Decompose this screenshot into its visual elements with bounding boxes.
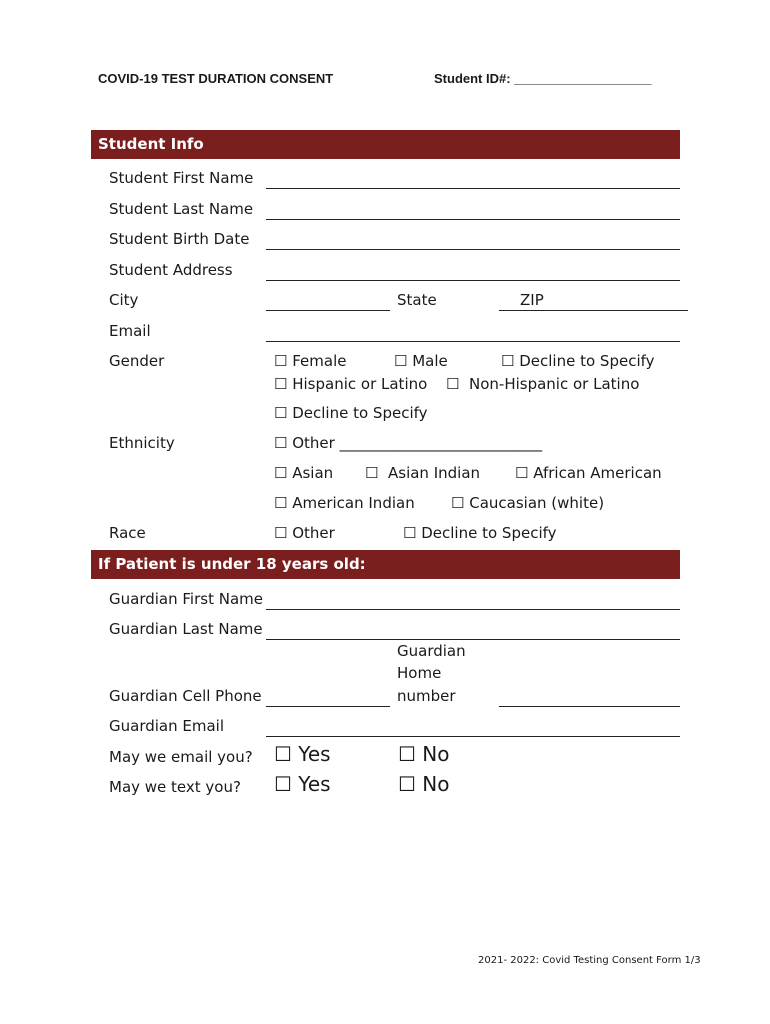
form-title: COVID-19 TEST DURATION CONSENT [98, 71, 334, 86]
checkbox-asian[interactable]: ☐ Asian [274, 464, 334, 482]
label-guardian-cell: Guardian Cell Phone [109, 687, 262, 705]
guardian-first-field[interactable] [266, 609, 680, 610]
checkbox-icon: ☐ [365, 464, 379, 482]
checkbox-icon: ☐ [274, 375, 288, 393]
label-address: Student Address [109, 261, 233, 279]
guardian-home-field[interactable] [499, 706, 680, 707]
checkbox-icon: ☐ [274, 524, 288, 542]
checkbox-ethnicity-decline[interactable]: ☐ Decline to Specify [274, 404, 428, 422]
checkbox-hispanic[interactable]: ☐ Hispanic or Latino [274, 375, 428, 393]
checkbox-icon: ☐ [398, 772, 416, 796]
checkbox-icon: ☐ [398, 742, 416, 766]
checkbox-icon: ☐ [274, 404, 288, 422]
checkbox-race-decline[interactable]: ☐ Decline to Specify [403, 524, 557, 542]
label-guardian-first: Guardian First Name [109, 590, 263, 608]
label-may-email: May we email you? [109, 748, 253, 766]
checkbox-icon: ☐ [274, 434, 288, 452]
checkbox-icon: ☐ [446, 375, 460, 393]
checkbox-gender-decline[interactable]: ☐ Decline to Specify [501, 352, 655, 370]
checkbox-icon: ☐ [274, 352, 288, 370]
label-last-name: Student Last Name [109, 200, 254, 218]
label-first-name: Student First Name [109, 169, 254, 187]
label-zip: ZIP [520, 291, 544, 309]
birth-date-field[interactable] [266, 249, 680, 250]
checkbox-icon: ☐ [274, 464, 288, 482]
checkbox-text-no[interactable]: ☐ No [398, 772, 450, 796]
label-gender: Gender [109, 352, 165, 370]
address-field[interactable] [266, 280, 680, 281]
checkbox-text-yes[interactable]: ☐ Yes [274, 772, 331, 796]
checkbox-icon: ☐ [394, 352, 408, 370]
checkbox-icon: ☐ [403, 524, 417, 542]
label-guardian-home-2: Home [397, 664, 442, 682]
email-field[interactable] [266, 341, 680, 342]
guardian-email-field[interactable] [266, 736, 680, 737]
section-header-student-info: Student Info [91, 130, 680, 159]
checkbox-icon: ☐ [451, 494, 465, 512]
checkbox-ethnicity-other[interactable]: ☐ Other ___________________________ [274, 434, 543, 452]
page-footer: 2021- 2022: Covid Testing Consent Form 1/3 [478, 955, 701, 966]
checkbox-american-indian[interactable]: ☐ American Indian [274, 494, 415, 512]
section-header-guardian: If Patient is under 18 years old: [91, 550, 680, 579]
checkbox-email-yes[interactable]: ☐ Yes [274, 742, 331, 766]
label-guardian-last: Guardian Last Name [109, 620, 263, 638]
checkbox-african-american[interactable]: ☐ African American [515, 464, 662, 482]
last-name-field[interactable] [266, 219, 680, 220]
label-race: Race [109, 524, 146, 542]
guardian-cell-field[interactable] [266, 706, 390, 707]
city-field[interactable] [266, 310, 390, 311]
label-guardian-home-1: Guardian [397, 642, 466, 660]
checkbox-female[interactable]: ☐ Female [274, 352, 347, 370]
checkbox-icon: ☐ [501, 352, 515, 370]
label-may-text: May we text you? [109, 778, 241, 796]
checkbox-icon: ☐ [515, 464, 529, 482]
checkbox-non-hispanic[interactable]: ☐ Non-Hispanic or Latino [446, 375, 640, 393]
checkbox-email-no[interactable]: ☐ No [398, 742, 450, 766]
first-name-field[interactable] [266, 188, 680, 189]
checkbox-race-other[interactable]: ☐ Other [274, 524, 335, 542]
checkbox-icon: ☐ [274, 494, 288, 512]
checkbox-icon: ☐ [274, 742, 292, 766]
label-state: State [397, 291, 437, 309]
zip-field[interactable] [499, 310, 688, 311]
label-guardian-home-3: number [397, 687, 456, 705]
label-email: Email [109, 322, 151, 340]
checkbox-asian-indian[interactable]: ☐ Asian Indian [365, 464, 481, 482]
checkbox-male[interactable]: ☐ Male [394, 352, 448, 370]
guardian-last-field[interactable] [266, 639, 680, 640]
student-id-field[interactable]: Student ID#: ___________________ [434, 71, 652, 86]
label-city: City [109, 291, 139, 309]
label-ethnicity: Ethnicity [109, 434, 175, 452]
label-birth-date: Student Birth Date [109, 230, 250, 248]
checkbox-icon: ☐ [274, 772, 292, 796]
checkbox-caucasian[interactable]: ☐ Caucasian (white) [451, 494, 605, 512]
label-guardian-email: Guardian Email [109, 717, 224, 735]
